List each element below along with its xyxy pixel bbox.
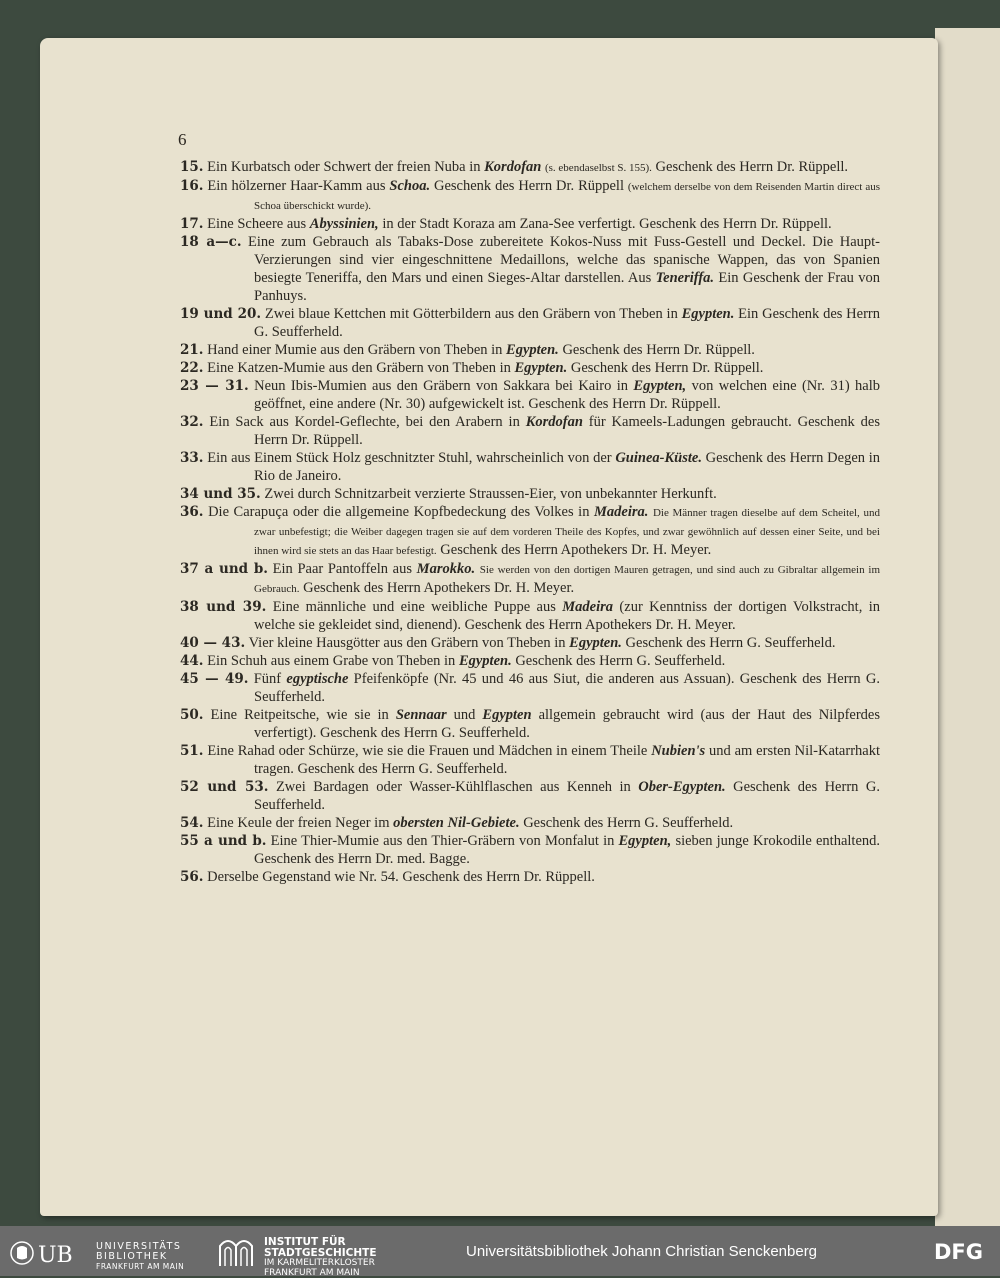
entry-number: 32. [180, 414, 204, 430]
ub-library-name[interactable] [96, 1242, 184, 1272]
catalogue-entry [180, 413, 880, 449]
ub-line-1: UNIVERSITÄTS [96, 1242, 184, 1252]
entry-number: 17. [180, 216, 204, 232]
catalogue-entry [180, 485, 880, 503]
entry-text: Eine zum Gebrauch als Tabaks-Dose zubereitete Kokos-Nuss mit Fuss-Gestell und Deckel. Die Haupt-Verzierungen sind vier eingeschnittene Medaillons, welche das spanische Wappen, das von Spanien besiegte Teneriffa, den Mars und einen Sieges-Altar darstellen. Aus Teneriffa. Ein Geschenk der Frau von Panhuys. [248, 234, 880, 304]
ub-logo-icon[interactable] [8, 1238, 88, 1268]
entry-text: Eine Katzen-Mumie aus den Gräbern von Theben in Egypten. Geschenk des Herrn Dr. Rüppell. [207, 360, 763, 376]
entry-text: Fünf egyptische Pfeifenköpfe (Nr. 45 und 46 aus Siut, die anderen aus Assuan). Geschenk des Herrn G. Seufferheld. [254, 671, 880, 705]
entry-text: Neun Ibis-Mumien aus den Gräbern von Sakkara bei Kairo in Egypten, von welchen eine (Nr. 31) halb geöffnet, eine andere (Nr. 30) aufgewickelt ist. Geschenk des Herrn Dr. Rüppell. [254, 378, 880, 412]
entry-number: 40 — 43. [180, 635, 245, 651]
catalogue-entry [180, 449, 880, 485]
catalogue-entry [180, 359, 880, 377]
entry-number: 19 und 20. [180, 306, 261, 322]
entry-text: Eine Keule der freien Neger im obersten Nil-Gebiete. Geschenk des Herrn G. Seufferheld. [207, 815, 733, 831]
entry-text: Ein Schuh aus einem Grabe von Theben in Egypten. Geschenk des Herrn G. Seufferheld. [207, 653, 725, 669]
catalogue-entry [180, 868, 880, 886]
entry-number: 56. [180, 869, 204, 885]
catalogue-entry [180, 598, 880, 634]
entry-text: Eine Scheere aus Abyssinien, in der Stadt Koraza am Zana-See verfertigt. Geschenk des Herrn Dr. Rüppell. [207, 216, 832, 232]
catalogue-entry [180, 560, 880, 598]
isg-logo-icon[interactable] [216, 1236, 256, 1268]
catalogue-entry [180, 670, 880, 706]
catalogue-entry [180, 158, 880, 177]
catalogue-entry [180, 742, 880, 778]
catalogue-entry [180, 706, 880, 742]
adjacent-page-edge [935, 28, 1000, 1226]
entry-number: 22. [180, 360, 204, 376]
entry-number: 45 — 49. [180, 671, 248, 687]
entry-number: 38 und 39. [180, 599, 266, 615]
entry-text: Ein Sack aus Kordel-Geflechte, bei den Arabern in Kordofan für Kameels-Ladungen gebraucht. Geschenk des Herrn Dr. Rüppell. [209, 414, 880, 448]
catalogue-entry [180, 341, 880, 359]
isg-line-1: INSTITUT FÜR [264, 1238, 377, 1249]
svg-text:UB: UB [38, 1243, 73, 1268]
entry-number: 50. [180, 707, 204, 723]
dfg-logo-icon[interactable] [934, 1240, 992, 1262]
entry-text: Zwei durch Schnitzarbeit verzierte Straussen-Eier, von unbekannter Herkunft. [264, 486, 716, 502]
entry-number: 18 a—c. [180, 234, 242, 250]
catalogue-entry [180, 305, 880, 341]
entry-number: 15. [180, 159, 204, 175]
entry-number: 16. [180, 178, 204, 194]
entry-number: 23 — 31. [180, 378, 249, 394]
entry-number: 51. [180, 743, 204, 759]
entry-text: Ein hölzerner Haar-Kamm aus Schoa. Geschenk des Herrn Dr. Rüppell (welchem derselbe von dem Reisenden Martin direct aus Schoa überschickt wurde). [207, 178, 880, 213]
entry-text: Hand einer Mumie aus den Gräbern von Theben in Egypten. Geschenk des Herrn Dr. Rüppell. [207, 342, 755, 358]
ub-line-3: FRANKFURT AM MAIN [96, 1262, 184, 1272]
entry-number: 33. [180, 450, 204, 466]
entry-text: Eine Rahad oder Schürze, wie sie die Frauen und Mädchen in einem Theile Nubien's und am ersten Nil-Katarrhakt tragen. Geschenk des Herrn G. Seufferheld. [207, 743, 880, 777]
entry-number: 52 und 53. [180, 779, 268, 795]
entry-text: Zwei Bardagen oder Wasser-Kühlflaschen aus Kenneh in Ober-Egypten. Geschenk des Herrn G. Seufferheld. [254, 779, 880, 813]
catalogue-entry [180, 503, 880, 560]
isg-line-2: STADTGESCHICHTE [264, 1249, 377, 1260]
entry-number: 37 a und b. [180, 561, 268, 577]
entry-number: 55 a und b. [180, 833, 266, 849]
entry-text: Derselbe Gegenstand wie Nr. 54. Geschenk des Herrn Dr. Rüppell. [207, 869, 595, 885]
entry-number: 34 und 35. [180, 486, 261, 502]
isg-line-3: IM KARMELITERKLOSTER [264, 1259, 377, 1269]
entry-text: Ein Kurbatsch oder Schwert der freien Nuba in Kordofan (s. ebendaselbst S. 155). Geschenk des Herrn Dr. Rüppell. [207, 159, 848, 175]
catalogue-entry [180, 215, 880, 233]
isg-institute-name[interactable] [264, 1238, 377, 1278]
entry-text: Eine Thier-Mumie aus den Thier-Gräbern von Monfalut in Egypten, sieben junge Krokodile enthaltend. Geschenk des Herrn Dr. med. Bagge. [254, 833, 880, 867]
catalogue-entry [180, 832, 880, 868]
entry-number: 36. [180, 504, 204, 520]
catalogue-entry [180, 377, 880, 413]
entry-text: Ein aus Einem Stück Holz geschnitzter Stuhl, wahrscheinlich von der Guinea-Küste. Geschenk des Herrn Degen in Rio de Janeiro. [207, 450, 880, 484]
isg-line-4: FRANKFURT AM MAIN [264, 1269, 377, 1278]
catalogue-entry [180, 233, 880, 305]
ub-line-2: BIBLIOTHEK [96, 1252, 184, 1262]
catalogue-entry [180, 177, 880, 215]
catalogue-entry [180, 634, 880, 652]
entry-text: Eine männliche und eine weibliche Puppe aus Madeira (zur Kenntniss der dortigen Volkstracht, in welche sie gekleidet sind, dienend). Geschenk des Herrn Apothekers Dr. H. Meyer. [254, 599, 880, 633]
catalogue-entries [180, 158, 880, 886]
entry-text: Eine Reitpeitsche, wie sie in Sennaar und Egypten allgemein gebraucht wird (aus der Haut des Nilpferdes verfertigt). Geschenk des Herrn G. Seufferheld. [211, 707, 880, 741]
footer-bar [0, 1226, 1000, 1276]
entry-number: 54. [180, 815, 204, 831]
catalogue-entry [180, 778, 880, 814]
page-number: 6 [178, 130, 187, 150]
entry-number: 44. [180, 653, 204, 669]
footer-library-title[interactable]: Universitätsbibliothek Johann Christian Senckenberg [466, 1243, 817, 1260]
entry-number: 21. [180, 342, 204, 358]
entry-text: Vier kleine Hausgötter aus den Gräbern von Theben in Egypten. Geschenk des Herrn G. Seufferheld. [249, 635, 836, 651]
entry-text: Zwei blaue Kettchen mit Götterbildern aus den Gräbern von Theben in Egypten. Ein Geschenk des Herrn G. Seufferheld. [254, 306, 880, 340]
catalogue-entry [180, 652, 880, 670]
catalogue-entry [180, 814, 880, 832]
entry-text: Die Carapuça oder die allgemeine Kopfbedeckung des Volkes in Madeira. Die Männer tragen dieselbe auf dem Scheitel, und zwar unbefestigt; die Weiber dagegen tragen sie auf dem vorderen Theile des Kopfes, und zwar gewöhnlich auf dessen einer Seite, und bei ihnen wird sie stets an das Haar befestigt. Geschenk des Herrn Apothekers Dr. H. Meyer. [208, 504, 880, 558]
entry-text: Ein Paar Pantoffeln aus Marokko. Sie werden von den dortigen Mauren getragen, und sind auch zu Gibraltar allgemein im Gebrauch. Geschenk des Herrn Apothekers Dr. H. Meyer. [254, 561, 880, 596]
svg-text:DFG: DFG [934, 1240, 983, 1262]
